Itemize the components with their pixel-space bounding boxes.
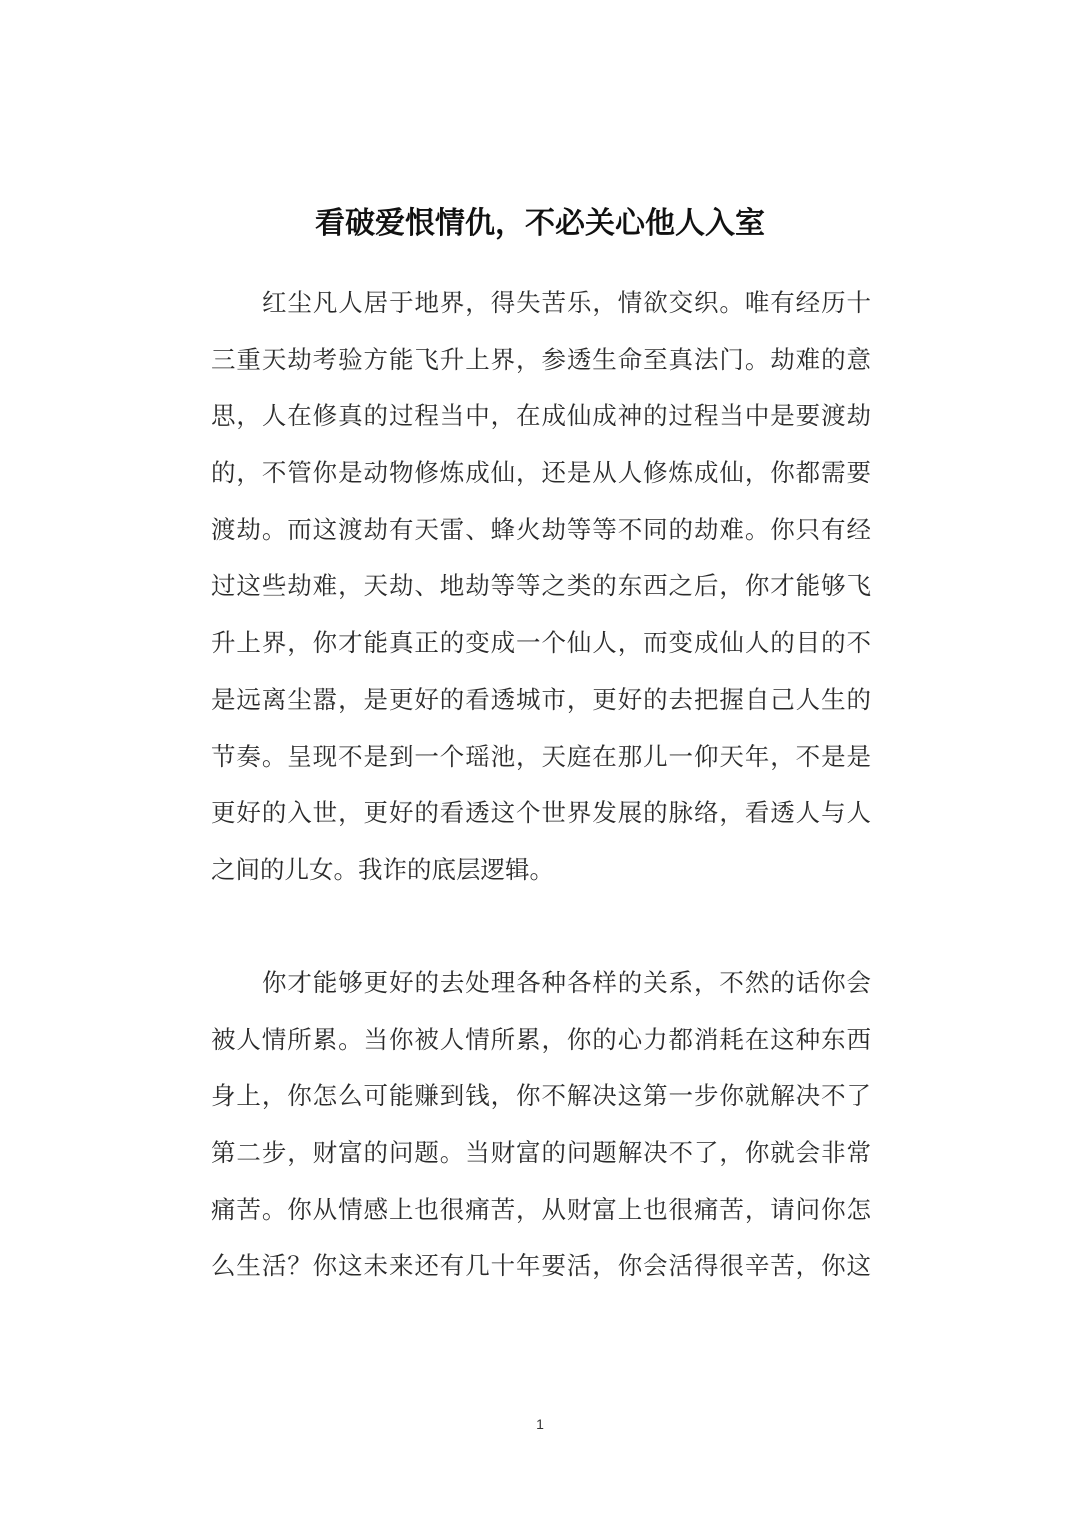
text-line: 痛苦。你从情感上也很痛苦，从财富上也很痛苦，请问你怎	[211, 1194, 871, 1224]
text-line: 红尘凡人居于地界，得失苦乐，情欲交织。唯有经历十	[262, 288, 871, 317]
text-line: 被人情所累。当你被人情所累，你的心力都消耗在这种东西	[211, 1024, 871, 1054]
text-line: 渡劫。而这渡劫有天雷、蜂火劫等等不同的劫难。你只有经	[211, 514, 871, 544]
text-line: 更好的入世，更好的看透这个世界发展的脉络，看透人与人	[211, 798, 871, 828]
text-line: 升上界，你才能真正的变成一个仙人，而变成仙人的目的不	[211, 628, 871, 658]
page-number: 1	[536, 1416, 544, 1432]
text-line: 是远离尘嚣，是更好的看透城市，更好的去把握自己人生的	[211, 684, 871, 714]
text-line: 么生活？你这未来还有几十年要活，你会活得很辛苦，你这	[211, 1251, 871, 1281]
text-line: 的，不管你是动物修炼成仙，还是从人修炼成仙，你都需要	[211, 458, 871, 488]
paragraph-1	[211, 275, 871, 899]
document-title: 看破爱恨情仇，不必关心他人入室	[315, 206, 765, 241]
text-line: 身上，你怎么可能赚到钱，你不解决这第一步你就解决不了	[211, 1081, 871, 1111]
text-line: 之间的儿女。我诈的底层逻辑。	[211, 854, 554, 884]
text-line: 第二步，财富的问题。当财富的问题解决不了，你就会非常	[211, 1138, 871, 1168]
text-line: 过这些劫难，天劫、地劫等等之类的东西之后，你才能够飞	[211, 571, 871, 601]
text-line: 节奏。呈现不是到一个瑶池，天庭在那儿一仰天年，不是是	[211, 741, 871, 771]
text-line: 思，人在修真的过程当中，在成仙成神的过程当中是要渡劫	[211, 401, 871, 431]
text-line: 你才能够更好的去处理各种各样的关系，不然的话你会	[262, 968, 871, 997]
text-line: 三重天劫考验方能飞升上界，参透生命至真法门。劫难的意	[211, 344, 871, 374]
paragraph-2	[211, 955, 871, 1295]
